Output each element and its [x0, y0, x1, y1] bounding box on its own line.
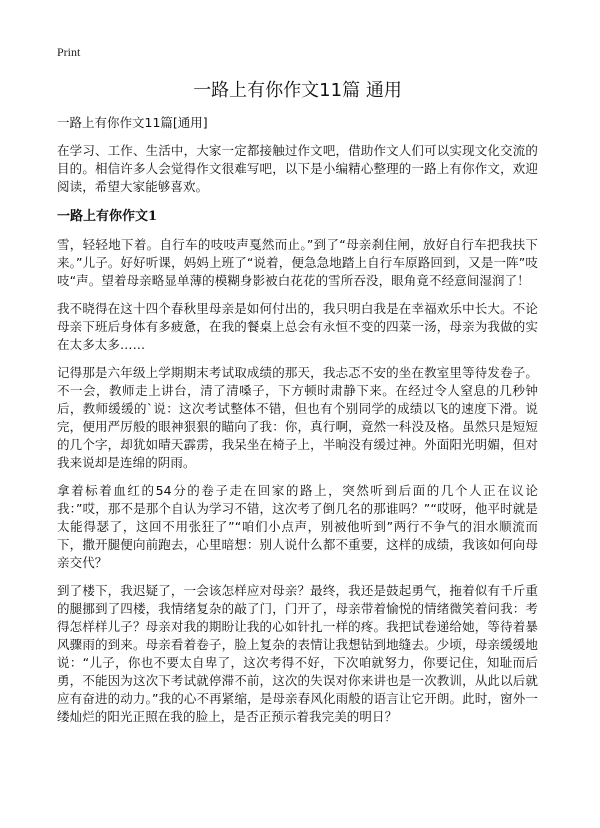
- body-paragraph-5: 到了楼下，我迟疑了，一会该怎样应对母亲？最终，我还是鼓起勇气，拖着似有千斤重的腿挪到了四楼，我情绪复杂的敲了门，门开了，母亲带着愉悦的情绪微笑着问我：考得怎样样儿子？母亲对我的期盼让我的心如针扎一样的疼。我把试卷递给她，等待着暴风骤雨的到来。母亲看着卷子，脸上复杂的表情让我想钻到地缝去。少顷，母亲缓缓地说：“儿子，你也不要太自卑了，这次考得不好，下次咱就努力，你要记住，知耻而后勇，不能因为这次下考试就停滞不前，这次的失误对你来讲也是一次教训，从此以后就应有奋进的动力。”我的心不再紧缩，是母亲春风化雨般的语言让它开朗。此时，窗外一缕灿烂的阳光正照在我的脸上，是否正预示着我完美的明日？: [57, 583, 538, 724]
- body-paragraph-1: 雪，轻轻地下着。自行车的吱吱声戛然而止。”到了“母亲刹住闸，放好自行车把我扶下来。”儿子。好好听课，妈妈上班了“说着，便急急地踏上自行车原路回到，又是一阵”吱吱“声。望着母亲略显单薄的模糊身影被白花花的雪所吞没，眼角竟不经意间湿润了！: [57, 237, 538, 288]
- page-title: 一路上有你作文11篇 通用: [193, 80, 402, 101]
- body-paragraph-2: 我不晓得在这十四个春秋里母亲是如何付出的，我只明白我是在幸福欢乐中长大。不论母亲下班后身体有多疲惫，在我的餐桌上总会有永恒不变的四菜一汤，母亲为我做的实在太多太多……: [57, 301, 538, 352]
- intro-paragraph: 在学习、工作、生活中，大家一定都接触过作文吧，借助作文人们可以实现文化交流的目的。相信许多人会觉得作文很难写吧，以下是小编精心整理的一路上有你作文，欢迎阅读，希望大家能够喜欢。: [57, 143, 538, 194]
- print-link[interactable]: Print: [57, 45, 81, 59]
- document-subtitle: 一路上有你作文11篇[通用]: [57, 115, 208, 130]
- section-heading: 一路上有你作文1: [57, 209, 158, 224]
- body-paragraph-3: 记得那是六年级上学期期末考试取成绩的那天，我忐忑不安的坐在教室里等待发卷子。不一会，教师走上讲台，清了清嗓子，下方顿时肃静下来。在经过令人窒息的几秒钟后，教师缓缓的`说：这次考试整体不错，但也有个别同学的成绩以飞的速度下滑。说完，便用严厉般的眼神狠狠的瞄向了我：你，真行啊，竟然一科没及格。虽然只是短短的几个字，却犹如晴天霹雳，我呆坐在椅子上，半晌没有缓过神。外面阳光明媚，但对我来说却是连绵的阴雨。: [57, 365, 538, 470]
- body-paragraph-4: 拿着标着血红的54分的卷子走在回家的路上，突然听到后面的几个人正在议论我：”哎，那不是那个自认为学习不错，这次考了倒几名的那谁吗？”“哎呀，他平时就是太能得瑟了，这回不用张狂了”“咱们小点声，别被他听到”两行不争气的泪水顺流而下，撒开腿便向前跑去，心里暗想：别人说什么都不重要，这样的成绩，我该如何向母亲交代？: [57, 483, 538, 570]
